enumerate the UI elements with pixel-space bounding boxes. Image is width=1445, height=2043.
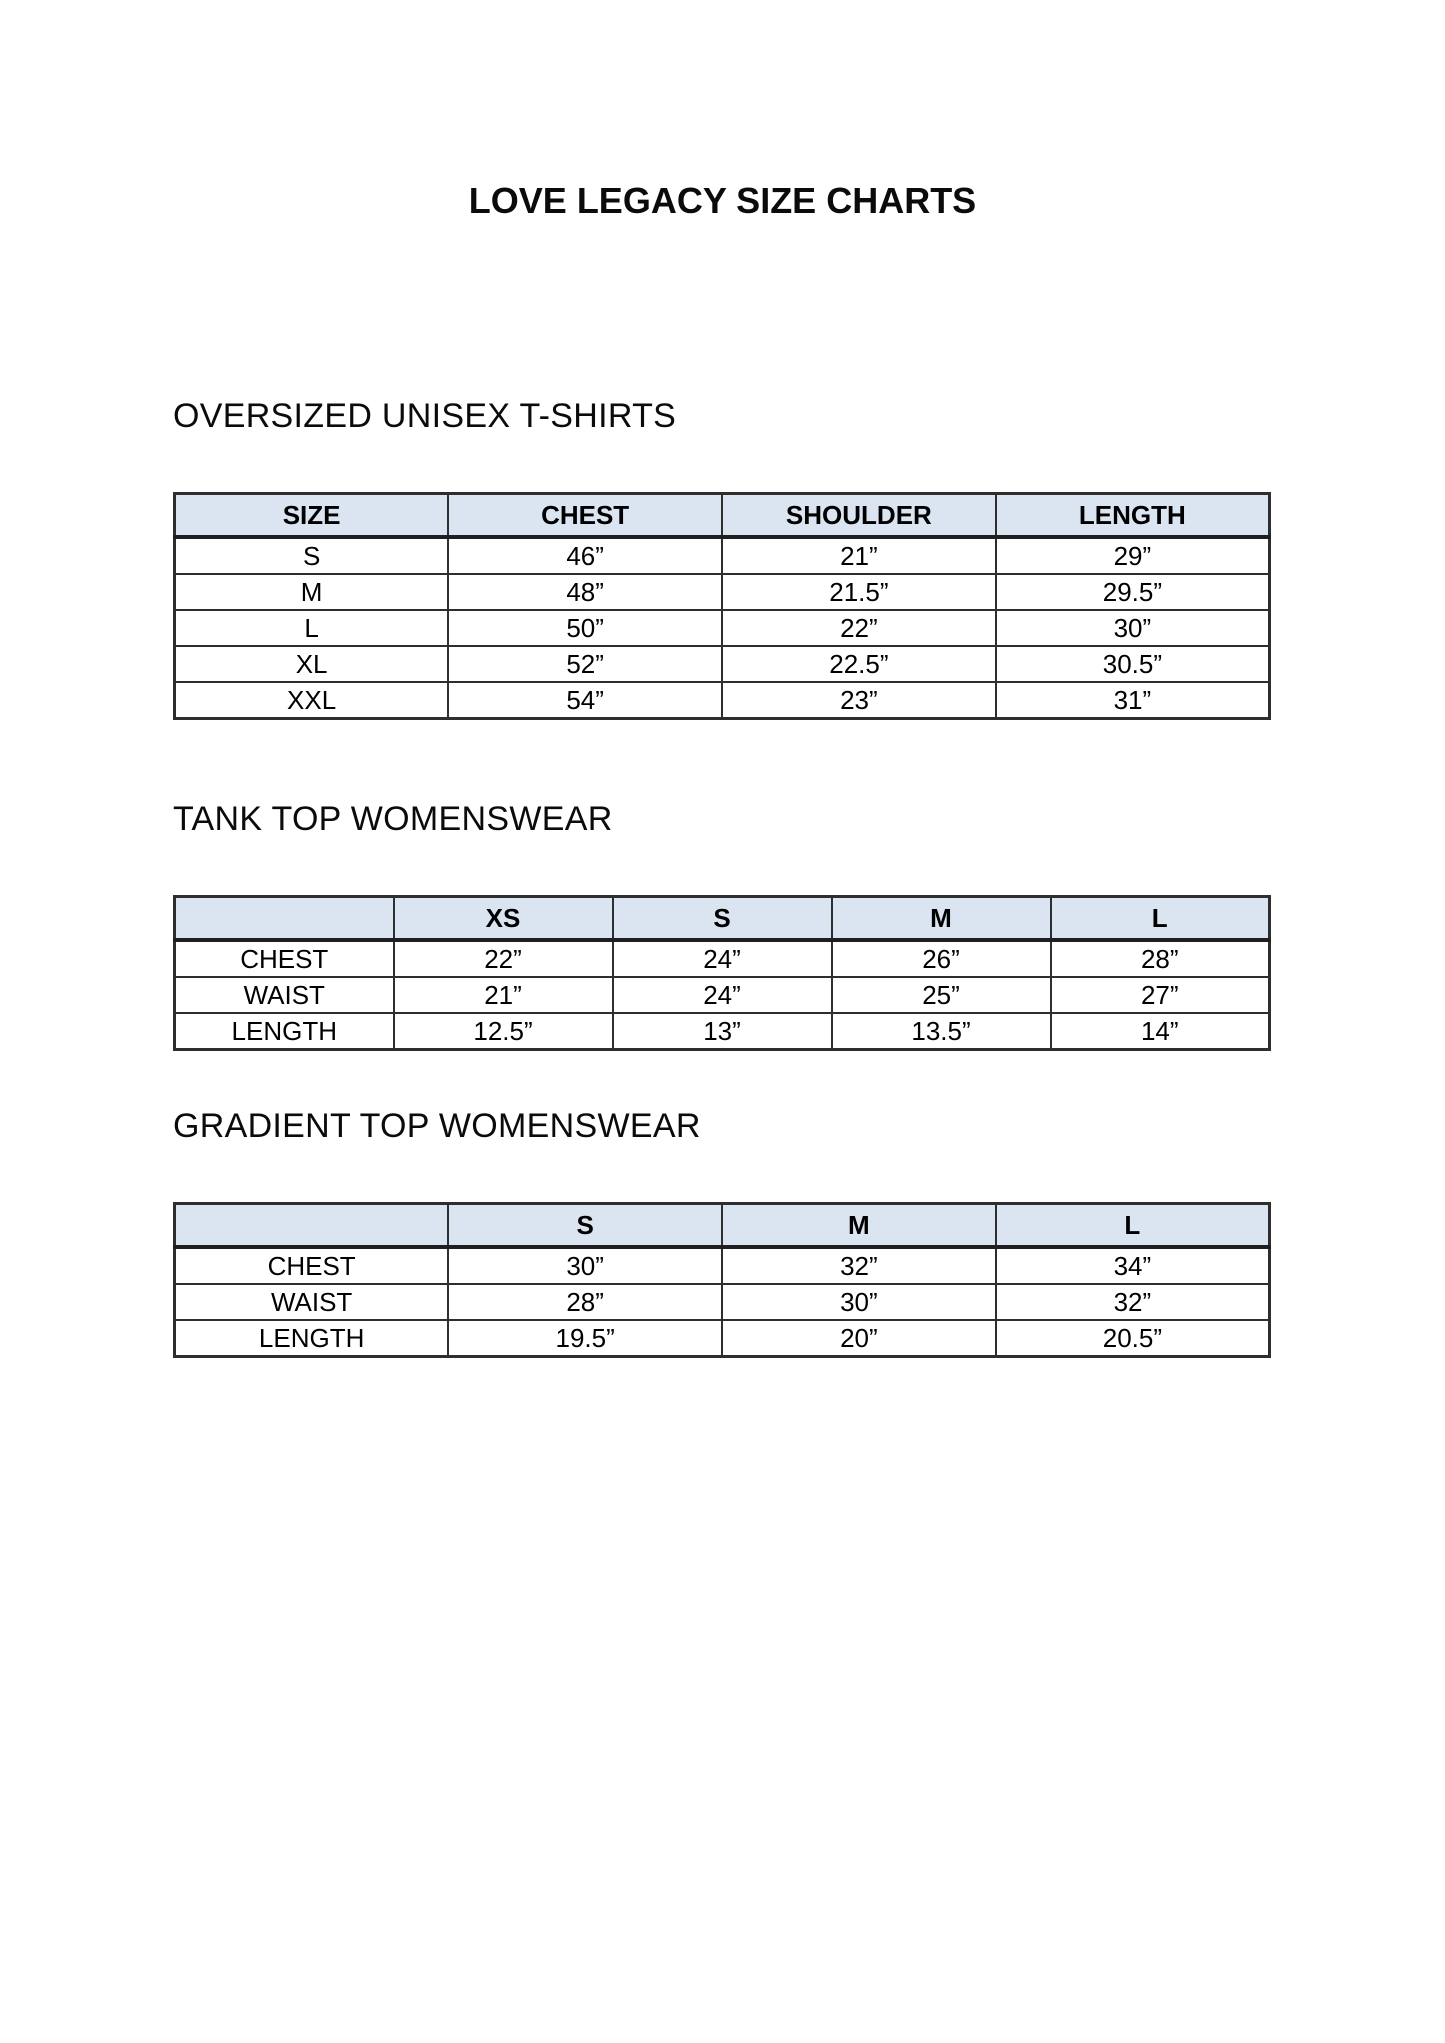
size-value-cell: 30” [448,1247,722,1284]
table-row [175,1013,1270,1050]
size-value-cell: 31” [996,682,1270,719]
size-chart-section [173,1104,1271,1358]
column-header-cell: CHEST [448,494,722,538]
size-value-cell: 46” [448,537,722,574]
table-header-row [175,897,1270,941]
table-row [175,574,1270,610]
size-value-cell: 30” [996,610,1270,646]
size-value-cell: 22” [722,610,996,646]
size-value-cell: 32” [722,1247,996,1284]
column-header-cell: M [722,1204,996,1248]
section-heading: TANK TOP WOMENSWEAR [173,800,613,838]
column-header-cell [175,897,394,941]
row-label-cell: XL [175,646,449,682]
size-value-cell: 22.5” [722,646,996,682]
size-value-cell: 30.5” [996,646,1270,682]
row-label-cell: WAIST [175,977,394,1013]
size-value-cell: 21” [394,977,613,1013]
column-header-cell: S [448,1204,722,1248]
row-label-cell: LENGTH [175,1013,394,1050]
size-value-cell: 54” [448,682,722,719]
row-label-cell: CHEST [175,940,394,977]
size-value-cell: 13.5” [832,1013,1051,1050]
section-heading: OVERSIZED UNISEX T-SHIRTS [173,397,677,435]
size-value-cell: 29.5” [996,574,1270,610]
row-label-cell: WAIST [175,1284,449,1320]
size-value-cell: 19.5” [448,1320,722,1357]
row-label-cell: S [175,537,449,574]
column-header-cell: LENGTH [996,494,1270,538]
table-row [175,1247,1270,1284]
table-body [175,537,1270,719]
size-value-cell: 32” [996,1284,1270,1320]
size-value-cell: 28” [1051,940,1270,977]
page-title: LOVE LEGACY SIZE CHARTS [468,180,977,221]
column-header-cell: M [832,897,1051,941]
size-value-cell: 25” [832,977,1051,1013]
size-value-cell: 34” [996,1247,1270,1284]
table-body [175,940,1270,1050]
size-value-cell: 50” [448,610,722,646]
size-value-cell: 20.5” [996,1320,1270,1357]
size-chart-table [173,1202,1271,1358]
row-label-cell: M [175,574,449,610]
size-value-cell: 24” [613,977,832,1013]
size-value-cell: 48” [448,574,722,610]
size-value-cell: 22” [394,940,613,977]
size-value-cell: 52” [448,646,722,682]
table-header-row [175,1204,1270,1248]
table-row [175,977,1270,1013]
table-row [175,646,1270,682]
table-header [175,494,1270,538]
table-header [175,897,1270,941]
table-row [175,940,1270,977]
table-row [175,537,1270,574]
table-header [175,1204,1270,1248]
size-value-cell: 27” [1051,977,1270,1013]
column-header-cell: XS [394,897,613,941]
column-header-cell: L [996,1204,1270,1248]
size-value-cell: 13” [613,1013,832,1050]
table-body [175,1247,1270,1357]
size-chart-table [173,895,1271,1051]
table-row [175,1284,1270,1320]
column-header-cell: SHOULDER [722,494,996,538]
column-header-cell [175,1204,449,1248]
row-label-cell: LENGTH [175,1320,449,1357]
size-value-cell: 12.5” [394,1013,613,1050]
size-value-cell: 26” [832,940,1051,977]
size-chart-section [173,394,1271,720]
table-row [175,1320,1270,1357]
table-header-row [175,494,1270,538]
column-header-cell: SIZE [175,494,449,538]
size-chart-table [173,492,1271,720]
column-header-cell: S [613,897,832,941]
section-heading: GRADIENT TOP WOMENSWEAR [173,1107,701,1145]
row-label-cell: L [175,610,449,646]
size-chart-section [173,797,1271,1051]
size-value-cell: 29” [996,537,1270,574]
size-value-cell: 24” [613,940,832,977]
table-row [175,682,1270,719]
size-value-cell: 21.5” [722,574,996,610]
size-value-cell: 20” [722,1320,996,1357]
row-label-cell: XXL [175,682,449,719]
size-value-cell: 21” [722,537,996,574]
table-row [175,610,1270,646]
size-value-cell: 30” [722,1284,996,1320]
size-value-cell: 28” [448,1284,722,1320]
column-header-cell: L [1051,897,1270,941]
size-value-cell: 23” [722,682,996,719]
row-label-cell: CHEST [175,1247,449,1284]
size-value-cell: 14” [1051,1013,1270,1050]
